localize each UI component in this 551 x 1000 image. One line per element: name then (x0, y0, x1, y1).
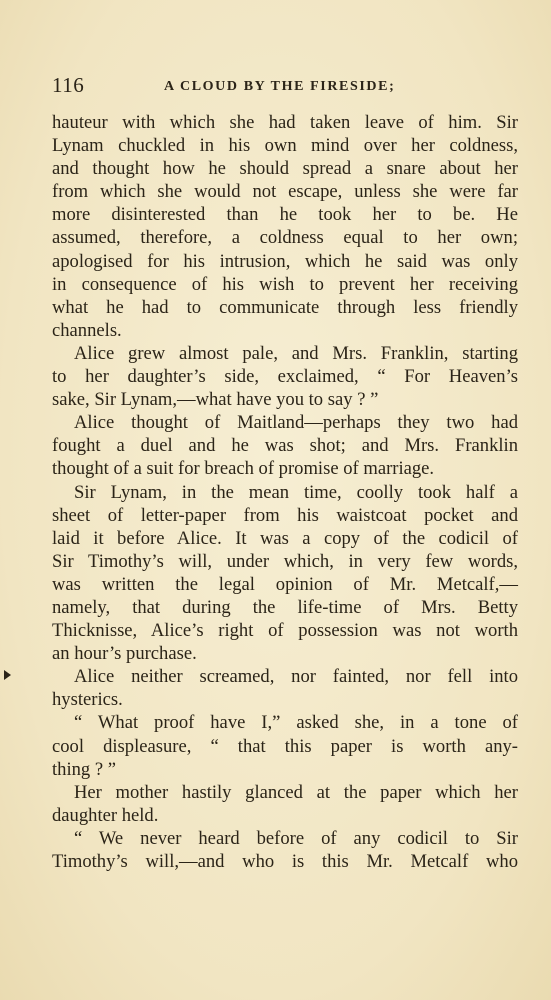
text-line: Sir Timothy’s will, under which, in very few words, (52, 550, 518, 572)
text-line: Her mother hastily glanced at the paper which her (74, 781, 518, 803)
page-number: 116 (52, 73, 85, 97)
text-line: an hour’s purchase. (52, 643, 197, 665)
text-line: Thicknisse, Alice’s right of possession was not worth (52, 620, 518, 642)
text-line: Timothy’s will,—and who is this Mr. Metcalf who (52, 851, 518, 872)
text-line: was written the legal opinion of Mr. Metcalf,— (52, 573, 518, 595)
text-line: what he had to communicate through less friendly (52, 296, 518, 318)
text-line: cool displeasure, “ that this paper is worth any- (52, 735, 518, 757)
text-line: Alice grew almost pale, and Mrs. Franklin, starting (74, 342, 518, 364)
text-line: daughter held. (52, 804, 159, 826)
text-line: in consequence of his wish to prevent her receiving (52, 273, 518, 295)
text-line: laid it before Alice. It was a copy of the codicil of (52, 527, 518, 549)
text-line: apologised for his intrusion, which he said was only (52, 250, 518, 272)
margin-arrow-icon (4, 670, 11, 680)
text-line: Sir Lynam, in the mean time, coolly took half a (74, 481, 518, 503)
text-line: Lynam chuckled in his own mind over her coldness, (52, 135, 518, 157)
text-line: hysterics. (52, 689, 123, 711)
text-line: hauteur with which she had taken leave of him. Sir (52, 112, 518, 133)
text-line: from which she would not escape, unless she were far (52, 181, 518, 203)
text-line: sheet of letter-paper from his waistcoat pocket and (52, 504, 518, 526)
text-line: “ What proof have I,” asked she, in a tone of (74, 712, 518, 734)
text-line: and thought how he should spread a snare about her (52, 158, 518, 180)
text-line: more disinterested than he took her to be. He (52, 204, 518, 226)
text-line: Alice neither screamed, nor fainted, nor fell into (74, 666, 518, 688)
running-head: A CLOUD BY THE FIRESIDE; (164, 79, 396, 94)
text-line: namely, that during the life-time of Mrs. Betty (52, 596, 518, 618)
page-header (52, 72, 500, 98)
text-line: assumed, therefore, a coldness equal to her own; (52, 227, 518, 249)
text-line: fought a duel and he was shot; and Mrs. Franklin (52, 435, 518, 457)
text-line: thing ? ” (52, 758, 117, 780)
body-text (52, 111, 518, 873)
text-line: Alice thought of Maitland—perhaps they two had (74, 412, 518, 434)
text-line: sake, Sir Lynam,—what have you to say ? ” (52, 389, 379, 411)
text-line: channels. (52, 319, 122, 341)
text-line: to her daughter’s side, exclaimed, “ For Heaven’s (52, 366, 518, 388)
text-line: “ We never heard before of any codicil to Sir (74, 827, 518, 849)
text-line: thought of a suit for breach of promise of marriage. (52, 458, 435, 480)
